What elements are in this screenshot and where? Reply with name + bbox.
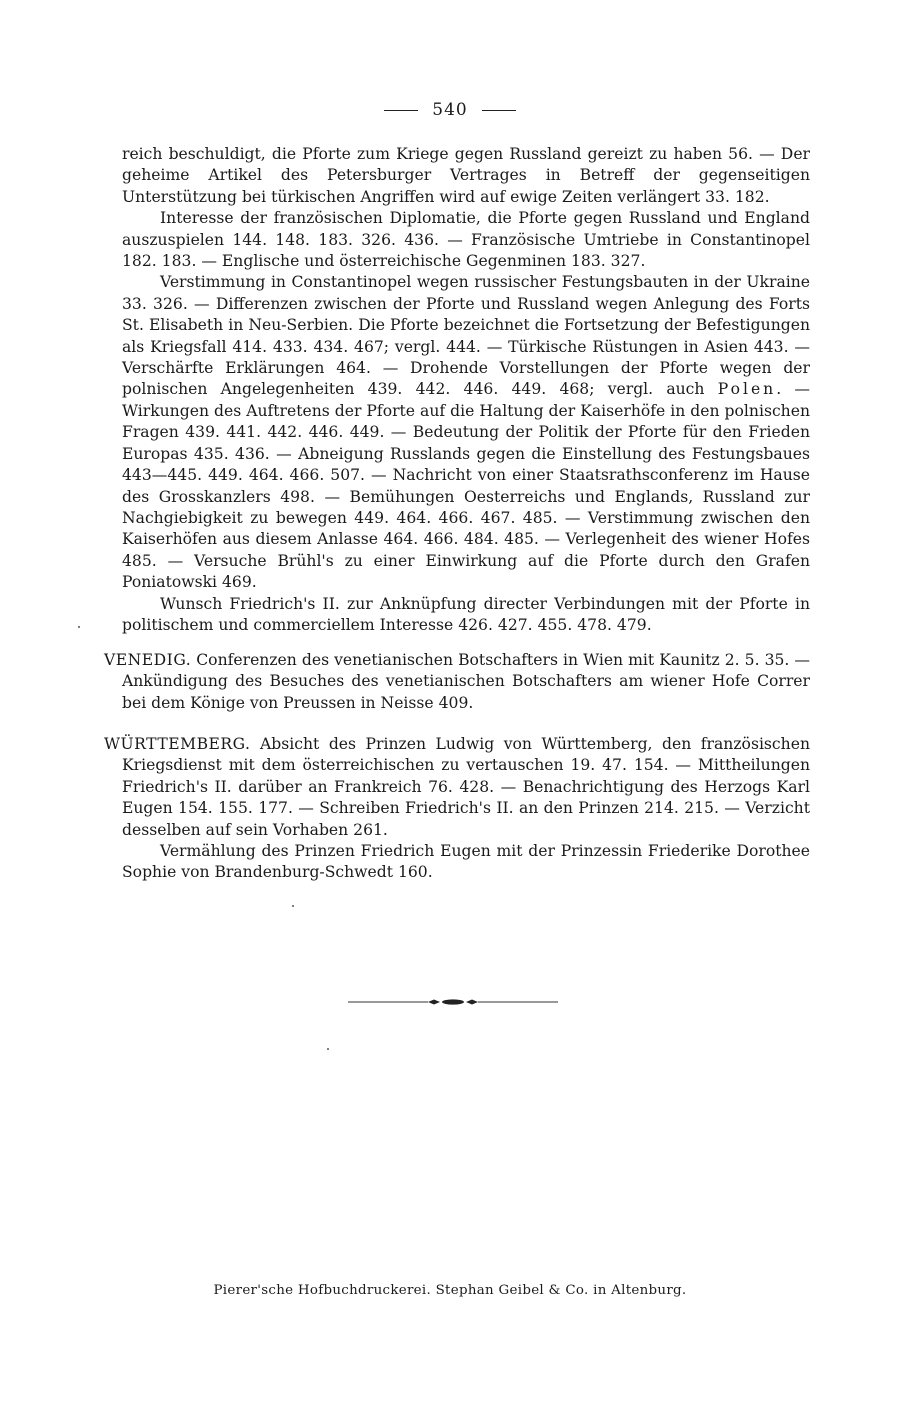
paper-speck xyxy=(78,626,80,628)
fleuron-ornament xyxy=(348,998,558,1006)
paragraph-text: Verstimmung in Constantinopel wegen russischer Festungsbauten in der Ukraine 33. 326. — Differenzen zwischen der Pforte und Russland wegen Anlegung des Forts St. Elisabeth in Neu-Serbien. Die Pforte bezeichnet die Fortsetzung der Befestigungen als Kriegsfall 414. 433. 434. 467; vergl. 444. — Türkische Rüstungen in Asien 443. — Verschärfte Erklärungen 464. — Drohende Vorstellungen der Pforte wegen der polnischen Angelegenheiten 439. 442. 446. 449. 468; vergl. auch xyxy=(122,273,810,399)
printer-imprint: Pierer'sche Hofbuchdruckerei. Stephan Geibel & Co. in Altenburg. xyxy=(213,1283,687,1298)
paragraph-fortress-dispute xyxy=(122,272,810,593)
entry-subparagraph: Vermählung des Prinzen Friedrich Eugen mit der Prinzessin Friederike Dorothee Sophie von Brandenburg-Schwedt 160. xyxy=(122,842,810,882)
paragraph-continued: reich beschuldigt, die Pforte zum Kriege gegen Russland gereizt zu haben 56. — Der geheime Artikel des Petersburger Vertrages in Betreff der gegenseitigen Unterstützung bei türkischen Angriffen wird auf ewige Zeiten verlängert 33. 182. xyxy=(122,145,810,206)
cross-reference-polen: Polen xyxy=(717,380,777,399)
index-entry-venedig xyxy=(104,650,810,714)
header-rule-left xyxy=(384,110,418,111)
entry-text: Absicht des Prinzen Ludwig von Württemberg, den französischen Kriegsdienst mit dem österreichischen zu vertauschen 19. 47. 154. — Mittheilungen Friedrich's II. darüber an Frankreich 76. 428. — Benachrichtigung des Herzogs Karl Eugen 154. 155. 177. — Schreiben Friedrich's II. an den Prinzen 214. 215. — Verzicht desselben auf sein Vorhaben 261. xyxy=(122,735,810,839)
entry-text: Conferenzen des venetianischen Botschafters in Wien mit Kaunitz 2. 5. 35. — Ankündigung des Besuches des venetianischen Botschafters am wiener Hofe Correr bei dem Könige von Preussen in Neisse 409. xyxy=(122,651,810,712)
index-entry-wurttemberg xyxy=(104,734,810,884)
page-number: 540 xyxy=(432,100,468,120)
paragraph-text: . — Wirkungen des Auftretens der Pforte auf die Haltung der Kaiserhöfe in den polnischen Fragen 439. 441. 442. 446. 449. — Bedeutung der Politik der Pforte für den Frieden Europas 435. 436. — Abneigung Russlands gegen die Einstellung des Festungsbaues 443—445. 449. 464. 466. 507. — Nachricht von einer Staatsrathsconferenz im Hause des Grosskanzlers 498. — Bemühungen Oesterreichs und Englands, Russland zur Nachgiebigkeit zu bewegen 449. 464. 466. 467. 485. — Verstimmung zwischen den Kaiserhöfen aus diesem Anlasse 464. 466. 484. 485. — Verlegenheit des wiener Hofes 485. — Versuche Brühl's zu einer Einwirkung auf die Pforte durch den Grafen Poniatowski 469. xyxy=(122,380,810,592)
entry-paragraph xyxy=(104,650,810,714)
paper-speck xyxy=(327,1048,329,1050)
entry-keyword: WÜRTTEMBERG. xyxy=(104,735,251,753)
entry-keyword: VENEDIG. xyxy=(104,651,192,669)
continuation-text xyxy=(122,144,810,636)
page-header xyxy=(0,100,900,120)
paragraph-french-diplomacy: Interesse der französischen Diplomatie, die Pforte gegen Russland und England auszuspielen 144. 148. 183. 326. 436. — Französische Umtriebe in Constantinopel 182. 183. — Englische und österreichische Gegenminen 183. 327. xyxy=(122,209,810,271)
paragraph-trade-relations: Wunsch Friedrich's II. zur Anknüpfung directer Verbindungen mit der Pforte in politischem und commerciellem Interesse 426. 427. 455. 478. 479. xyxy=(122,594,810,634)
entry-paragraph xyxy=(104,734,810,841)
header-rule-right xyxy=(482,110,516,111)
paper-speck xyxy=(292,905,294,907)
